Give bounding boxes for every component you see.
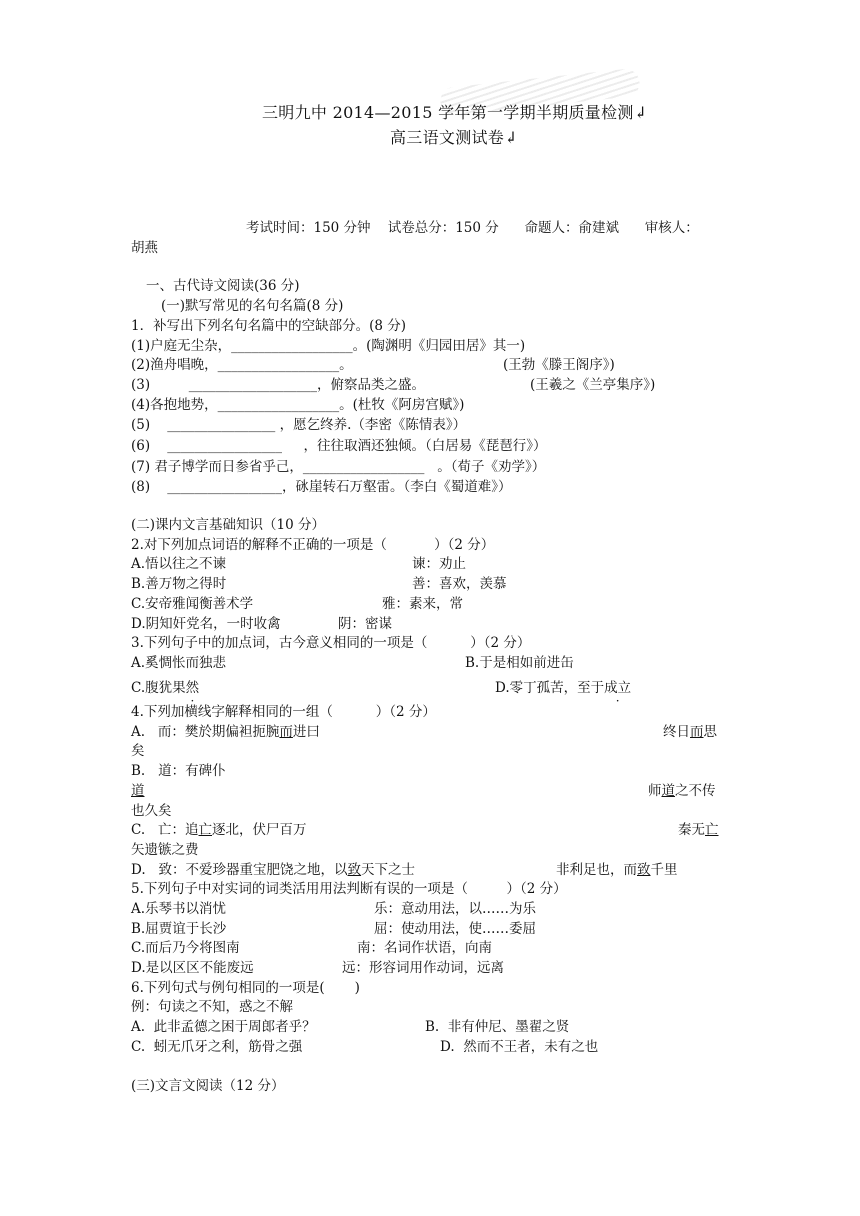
section-heading: 一、古代诗文阅读(36 分) (146, 278, 300, 294)
option-note: 屈：使动用法，使……委屈 (374, 921, 536, 937)
exam-info: 考试时间：150 分钟 试卷总分：150 分 命题人：俞建斌 审核人： (246, 220, 699, 236)
question-4: 4.下列加横线字解释相同的一组（ ）（2 分） (131, 704, 436, 720)
option-continued: 矢遗镞之费 (131, 842, 199, 858)
option-term: 道 (131, 783, 145, 799)
blank-line: (4)各抱地势，__________________。(杜牧《阿房宫赋》) (131, 397, 465, 413)
option-note: 谏：劝止 (412, 556, 466, 572)
section-heading: (三)文言文阅读（12 分） (131, 1078, 285, 1094)
option: A.乐琴书以消忧 (131, 901, 227, 917)
blank-line: (7) 君子博学而日参省乎己，__________________ 。（荀子《劝学》） (131, 459, 546, 475)
option: A.奚惆怅而独悲 (131, 655, 227, 671)
option: C.腹犹果然 (131, 680, 200, 696)
option: D. 然而不王者，未有之也 (440, 1039, 599, 1055)
option-note: 乐：意动用法，以……为乐 (374, 901, 536, 917)
blank-line: (6) _________________ ，往往取酒还独倾。（白居易《琵琶行》） (131, 438, 547, 454)
blank-line: (1)户庭无尘杂，__________________。(陶渊明《归园田居》其一) (131, 338, 526, 354)
section-heading: (二)课内文言基础知识（10 分） (131, 517, 326, 533)
option: A. 而：樊於期偏袒扼腕而进曰 (131, 724, 320, 740)
blank-line: (5) ________________ ，愿乞终养.（李密《陈情表》） (131, 417, 467, 433)
question-1: 1．补写出下列名句名篇中的空缺部分。(8 分) (131, 318, 407, 334)
exam-info-reviewer: 胡燕 (131, 240, 158, 256)
option: D.零丁孤苦，至于成立 (495, 680, 632, 696)
option: B.于是相如前进缶 (465, 655, 574, 671)
source: (王勃《滕王阁序》) (503, 357, 615, 373)
option: A. 此非孟德之困于周郎者乎？ (131, 1019, 316, 1035)
question-2: 2.对下列加点词语的解释不正确的一项是（ ）（2 分） (131, 537, 495, 553)
option: B.屈贾谊于长沙 (131, 921, 227, 937)
subsection-heading: (一)默写常见的名句名篇(8 分) (161, 298, 344, 314)
option: B. 道：有碑仆 (131, 763, 226, 779)
option: A.悟以往之不谏 (131, 556, 227, 572)
option-note: 雅：素来，常 (382, 596, 463, 612)
option-note: 善：喜欢，羡慕 (412, 576, 507, 592)
option: 师道之不传 (648, 783, 716, 799)
option: 非利足也，而致千里 (556, 862, 678, 878)
question-5: 5.下列句子中对实词的词类活用用法判断有误的一项是（ ）（2 分） (131, 881, 567, 897)
option: D.是以区区不能废远 (131, 960, 254, 976)
option: D.阴知奸党名，一时收禽 (131, 616, 281, 632)
exam-title: 三明九中 2014—2015 学年第一学期半期质量检测↲ (262, 103, 648, 122)
option: C. 蚓无爪牙之利，筋骨之强 (131, 1039, 303, 1055)
question-6: 6.下列句式与例句相同的一项是( ) (131, 980, 360, 996)
option: D. 致：不爱珍器重宝肥饶之地，以致天下之士 (131, 862, 416, 878)
exam-subtitle: 高三语文测试卷↲ (390, 128, 518, 147)
option: 秦无亡 (678, 822, 719, 838)
blank-line: (8) _________________，砯崖转石万壑雷。（李白《蜀道难》） (131, 479, 512, 495)
blank-line: (3) ___________________，俯察品类之盛。 (131, 377, 425, 393)
option-continued: 也久矣 (131, 803, 172, 819)
example-sentence: 例：句读之不知，惑之不解 (131, 999, 293, 1015)
question-3: 3.下列句子中的加点词，古今意义相同的一项是（ ）（2 分） (131, 635, 531, 651)
blank-line: (2)渔舟唱晚，__________________。 (131, 357, 353, 373)
option-continued: 矣 (131, 743, 145, 759)
option: C. 亡：追亡逐北，伏尸百万 (131, 822, 307, 838)
option: B. 非有仲尼、墨翟之贤 (425, 1019, 570, 1035)
option-note: 阴：密谋 (338, 616, 392, 632)
option: B.善万物之得时 (131, 576, 227, 592)
source: (王羲之《兰亭集序》) (530, 377, 656, 393)
option-note: 远：形容词用作动词，远离 (342, 960, 504, 976)
option: C.而后乃今将图南 (131, 940, 240, 956)
option: 终日而思 (663, 724, 717, 740)
option-note: 南：名词作状语，向南 (357, 940, 492, 956)
option: C.安帝雅闻衡善术学 (131, 596, 254, 612)
